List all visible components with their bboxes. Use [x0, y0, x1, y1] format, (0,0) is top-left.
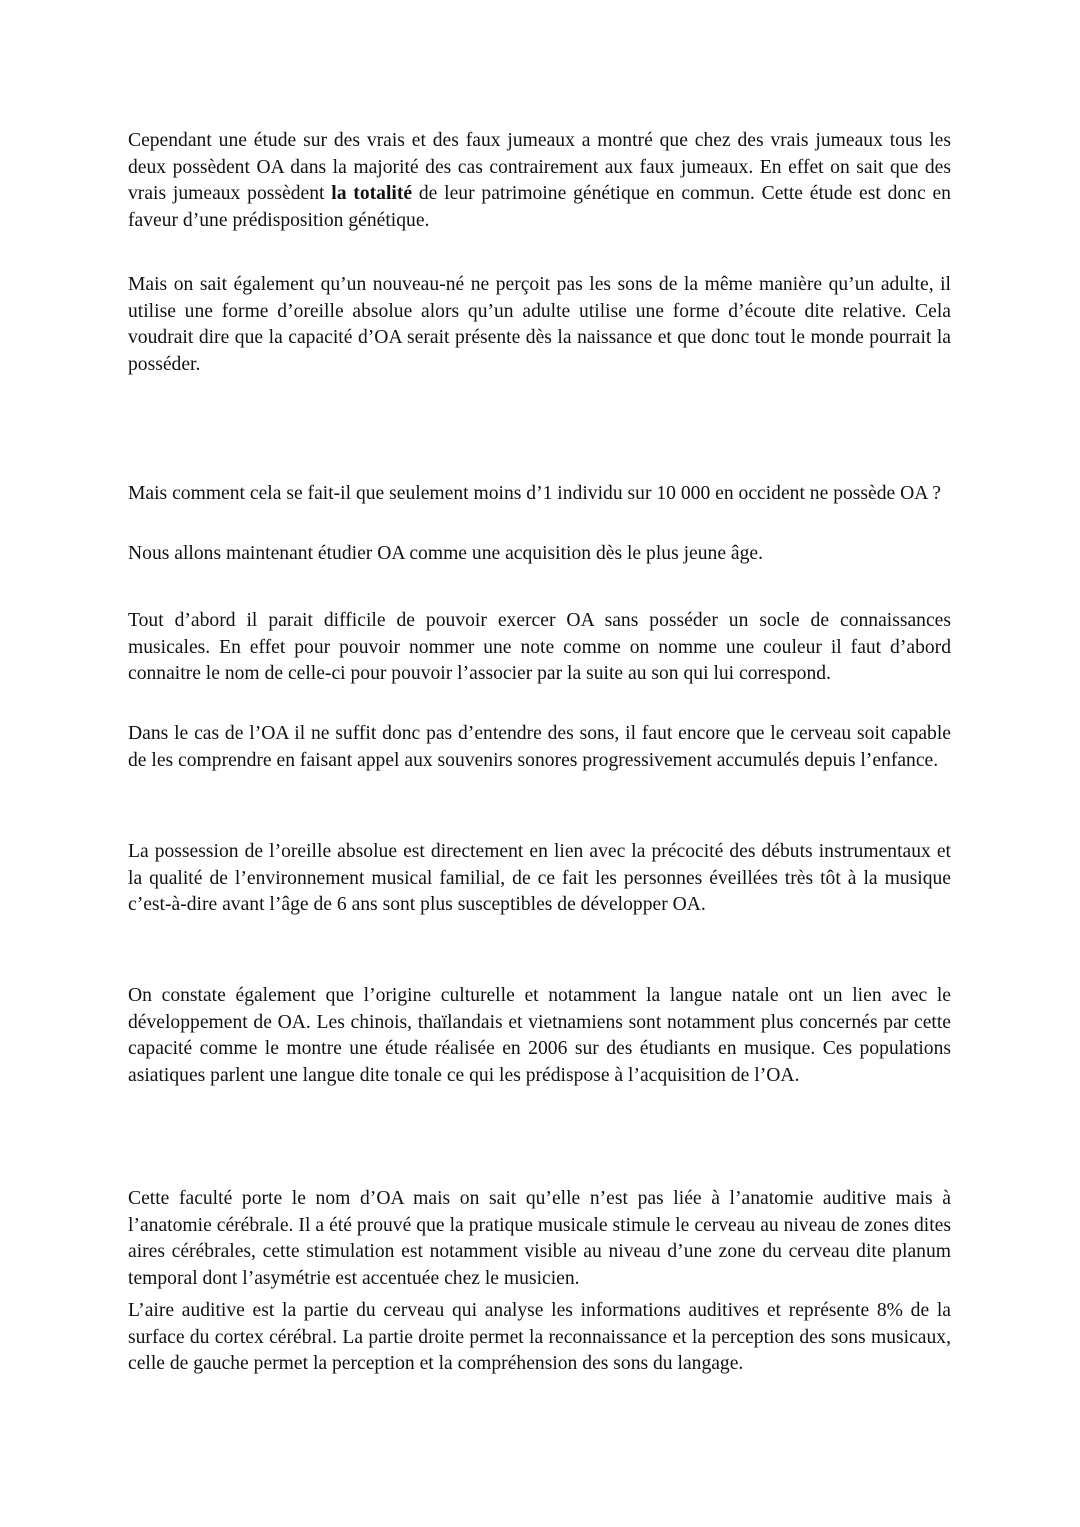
paragraph-twin-study-end: de leur patrimoine génétique en commun. Cette étude est donc en faveur d’une prédisposition génétique. [128, 183, 951, 231]
paragraph-twin-study [128, 128, 951, 234]
paragraph-tonal-language: On constate également que l’origine culturelle et notamment la langue natale ont un lien avec le développement de OA. Les chinois, thaïlandais et vietnamiens sont notamment plus concernés par cette capacité comme le montre une étude réalisée en 2006 sur des étudiants en musique. Ces populations asiatiques parlent une langue dite tonale ce qui les prédispose à l’acquisition de l’OA. [128, 985, 951, 1086]
paragraph-brain-understanding: Dans le cas de l’OA il ne suffit donc pas d’entendre des sons, il faut encore que le cerveau soit capable de les comprendre en faisant appel aux souvenirs sonores progressivement accumulés depuis l’enfance. [128, 723, 951, 771]
paragraph-brain-anatomy: Cette faculté porte le nom d’OA mais on sait qu’elle n’est pas liée à l’anatomie auditive mais à l’anatomie cérébrale. Il a été prouvé que la pratique musicale stimule le cerveau au niveau de zones dites aires cérébrales, cette stimulation est notamment visible au niveau d’une zone du cerveau dite planum temporal dont l’asymétrie est accentuée chez le musicien. [128, 1188, 951, 1289]
paragraph-question: Mais comment cela se fait-il que seulement moins d’1 individu sur 10 000 en occident ne possède OA ? [128, 483, 941, 504]
paragraph-twin-study-start: Cependant une étude sur des vrais et des faux jumeaux a montré que chez des vrais jumeaux tous les deux possèdent OA dans la majorité des cas contrairement aux faux jumeaux. En effet on sait que des vrais jumeaux possèdent [128, 130, 951, 205]
paragraph-early-music: La possession de l’oreille absolue est directement en lien avec la précocité des débuts instrumentaux et la qualité de l’environnement musical familial, de ce fait les personnes éveillées très tôt à la musique c’est-à-dire avant l’âge de 6 ans sont plus susceptibles de développer OA. [128, 841, 951, 916]
paragraph-newborn: Mais on sait également qu’un nouveau-né ne perçoit pas les sons de la même manière qu’un adulte, il utilise une forme d’oreille absolue alors qu’un adulte utilise une forme d’écoute dite relative. Cela voudrait dire que la capacité d’OA serait présente dès la naissance et que donc tout le monde pourrait la posséder. [128, 274, 951, 375]
paragraph-transition: Nous allons maintenant étudier OA comme une acquisition dès le plus jeune âge. [128, 543, 764, 564]
bold-phrase: la totalité [331, 183, 413, 205]
paragraph-auditory-area: L’aire auditive est la partie du cerveau qui analyse les informations auditives et représente 8% de la surface du cortex cérébral. La partie droite permet la reconnaissance et la perception des sons musicaux, celle de gauche permet la perception et la compréhension des sons du langage. [128, 1300, 951, 1375]
paragraph-musical-knowledge: Tout d’abord il parait difficile de pouvoir exercer OA sans posséder un socle de connaissances musicales. En effet pour pouvoir nommer une note comme on nomme une couleur il faut d’abord connaitre le nom de celle-ci pour pouvoir l’associer par la suite au son qui lui correspond. [128, 610, 951, 685]
